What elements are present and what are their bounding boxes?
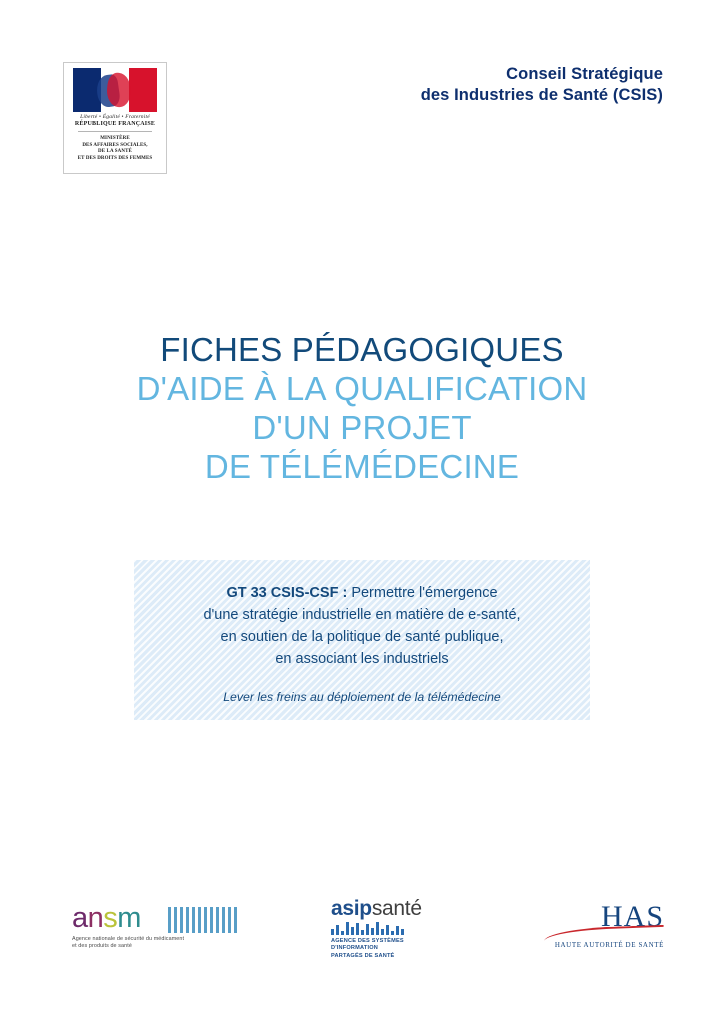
- ansm-letter-a: a: [72, 902, 88, 934]
- ansm-subtitle-line-1: Agence nationale de sécurité du médicament: [72, 936, 185, 942]
- asip-subtitle: [331, 938, 461, 960]
- page-title-line-1: FICHES PÉDAGOGIQUES: [160, 331, 564, 368]
- ansm-subtitle-line-2: et des produits de santé: [72, 943, 132, 949]
- asip-bars-icon: [331, 921, 405, 935]
- page-title-line-3: D'UN PROJET: [252, 409, 472, 446]
- page-footer: [0, 895, 724, 965]
- page-title: [0, 330, 724, 486]
- has-swoosh-icon: [544, 925, 664, 941]
- highlight-line-1: Permettre l'émergence: [347, 585, 498, 601]
- has-name: HAS: [600, 900, 664, 933]
- has-subtitle: HAUTE AUTORITÉ DE SANTÉ: [554, 941, 664, 949]
- highlight-line-2: d'une stratégie industrielle en matière de e-santé,: [203, 607, 521, 623]
- republic-name: RÉPUBLIQUE FRANÇAISE: [74, 121, 156, 127]
- ansm-letter-m: m: [117, 902, 141, 934]
- page-title-line-4: DE TÉLÉMÉDECINE: [204, 448, 520, 485]
- highlight-label: GT 33 CSIS-CSF :: [226, 585, 348, 601]
- ansm-letter-n: n: [87, 902, 104, 934]
- republique-francaise-emblem: [63, 62, 167, 174]
- page-title-line-2: D'AIDE À LA QUALIFICATION: [136, 370, 588, 407]
- highlight-text: [168, 582, 556, 670]
- ministry-name: [64, 136, 166, 162]
- asip-name-suffix: santé: [371, 897, 422, 920]
- highlight-line-3: en soutien de la politique de santé publique,: [220, 629, 504, 645]
- highlight-line-4: en associant les industriels: [275, 651, 449, 667]
- asip-wordmark: [331, 897, 461, 920]
- ansm-subtitle: [72, 936, 252, 950]
- csis-heading-line-2: des Industries de Santé (CSIS): [420, 86, 663, 104]
- republic-motto: Liberté • Égalité • Fraternité: [80, 114, 150, 120]
- french-flag-icon: [73, 68, 157, 112]
- asip-subtitle-line-2: D'INFORMATION: [331, 945, 379, 952]
- csis-heading: [421, 64, 663, 106]
- ministry-line-2: DES AFFAIRES SOCIALES,: [82, 142, 148, 148]
- asip-subtitle-line-1: AGENCE DES SYSTÈMES: [331, 938, 404, 944]
- has-wordmark: [601, 901, 664, 933]
- highlight-panel: [134, 560, 590, 720]
- csis-heading-line-1: Conseil Stratégique: [506, 65, 663, 83]
- ansm-wordmark: [72, 903, 252, 933]
- ansm-letter-s: s: [103, 902, 118, 934]
- emblem-divider: [78, 131, 152, 132]
- ansm-stripes-icon: [168, 907, 238, 933]
- asip-sante-logo: [331, 897, 461, 960]
- ministry-line-4: ET DES DROITS DES FEMMES: [77, 155, 153, 161]
- ministry-line-1: MINISTÈRE: [100, 136, 130, 141]
- asip-name: asip: [331, 897, 372, 920]
- has-logo: [489, 901, 664, 949]
- page-header: [0, 52, 724, 192]
- ansm-logo: [72, 903, 252, 950]
- asip-subtitle-line-3: PARTAGÉS DE SANTÉ: [331, 952, 395, 959]
- highlight-subtitle: Lever les freins au déploiement de la télémédecine: [223, 690, 501, 704]
- ministry-line-3: DE LA SANTÉ: [98, 149, 132, 155]
